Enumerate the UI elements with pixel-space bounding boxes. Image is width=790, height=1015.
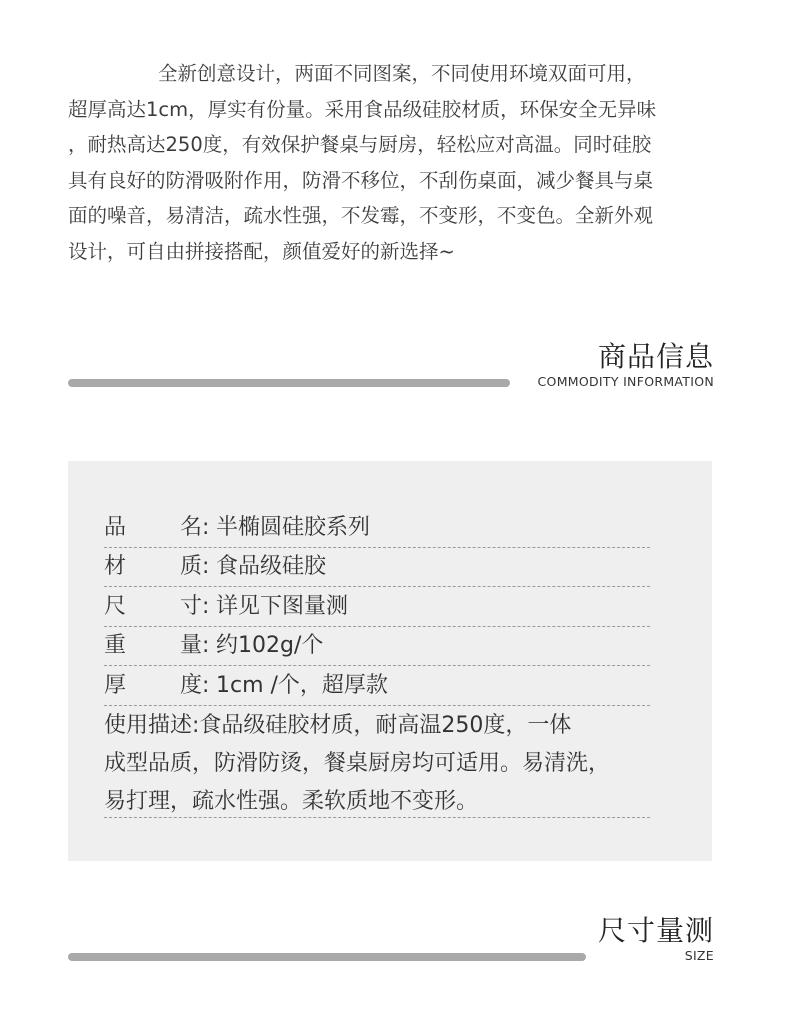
- info-row-size: [104, 588, 650, 627]
- commodity-info-header: [538, 340, 714, 390]
- info-row-name: [104, 509, 650, 548]
- info-key-first: 材: [104, 554, 127, 579]
- product-info-box: [68, 461, 712, 861]
- info-key-first: 品: [104, 515, 127, 540]
- size-subtitle: SIZE: [684, 948, 714, 963]
- info-row-weight: [104, 627, 650, 666]
- info-value: 半椭圆硅胶系列: [216, 515, 371, 540]
- commodity-info-subtitle: COMMODITY INFORMATION: [537, 374, 714, 389]
- info-key-second: 质:: [180, 554, 210, 579]
- info-value: 食品级硅胶: [216, 554, 327, 579]
- info-value: 约102g/个: [216, 633, 324, 658]
- info-key-second: 名:: [180, 515, 210, 540]
- intro-line: 设计，可自由拼接搭配，颜值爱好的新选择~: [68, 239, 455, 263]
- info-description-divider: [104, 817, 650, 818]
- commodity-info-title: 商品信息: [597, 340, 714, 373]
- intro-line: 面的噪音，易清洁，疏水性强，不发霉，不变形，不变色。全新外观: [68, 204, 654, 227]
- info-key-second: 度:: [180, 673, 210, 698]
- size-header: [598, 914, 714, 964]
- intro-line: 超厚高达1cm，厚实有份量。采用食品级硅胶材质，环保安全无异味: [68, 97, 657, 121]
- info-key-first: 尺: [104, 594, 127, 619]
- info-key-second: 寸:: [180, 594, 210, 619]
- intro-line: ，耐热高达250度，有效保护餐桌与厨房，轻松应对高温。同时硅胶: [68, 133, 652, 156]
- info-description-line: 食品级硅胶材质，耐高温250度，一体: [199, 713, 572, 738]
- intro-paragraph: [68, 56, 722, 269]
- size-divider-bar: [68, 953, 586, 961]
- intro-line: 全新创意设计，两面不同图案，不同使用环境双面可用，: [158, 62, 646, 85]
- commodity-info-divider-bar: [68, 379, 510, 387]
- info-row-material: [104, 548, 650, 587]
- size-title: 尺寸量测: [597, 914, 714, 947]
- info-description: [104, 707, 650, 821]
- info-value: 详见下图量测: [216, 594, 349, 619]
- info-key-first: 厚: [104, 673, 127, 698]
- info-row-thickness: [104, 667, 650, 706]
- info-key-first: 重: [104, 633, 127, 658]
- info-value: 1cm /个，超厚款: [216, 673, 388, 698]
- info-key-second: 量:: [180, 633, 210, 658]
- info-description-line: 易打理，疏水性强。柔软质地不变形。: [104, 789, 479, 814]
- intro-line: 具有良好的防滑吸附作用，防滑不移位，不刮伤桌面，减少餐具与桌: [68, 168, 654, 192]
- info-description-line: 成型品质，防滑防烫，餐桌厨房均可适用。易清洗，: [104, 751, 611, 776]
- info-description-label: 使用描述:: [104, 713, 200, 738]
